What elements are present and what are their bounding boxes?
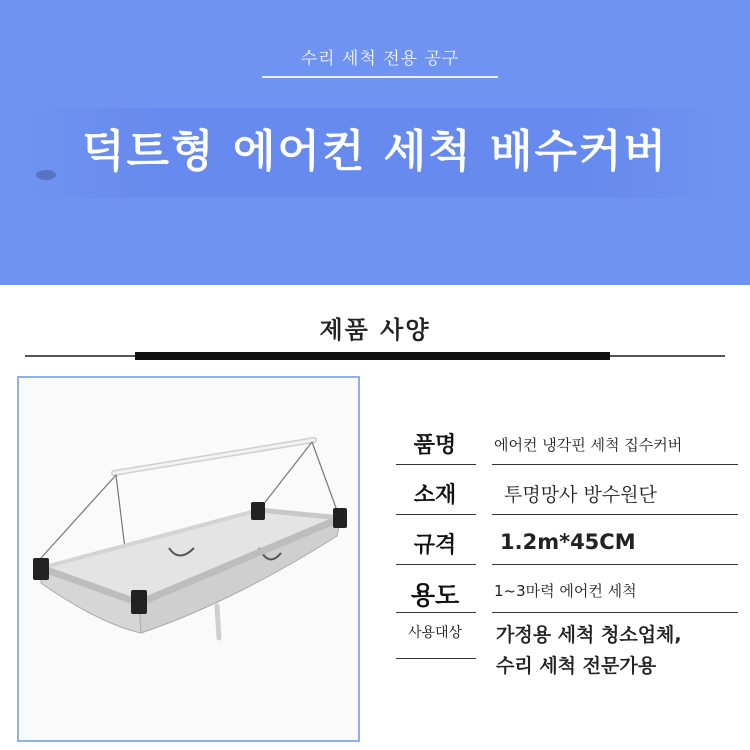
drain-cover-illustration (19, 378, 358, 740)
spec-divider (492, 612, 738, 613)
spec-value: 1.2m*45CM (500, 530, 636, 554)
spec-value: 가정용 세척 청소업체, (496, 624, 682, 646)
banner-main-title: 덕트형 에어컨 세척 배수커버 (81, 126, 668, 177)
spec-label: 사용대상 (407, 625, 463, 641)
spec-value: 에어컨 냉각핀 세척 집수커버 (494, 436, 683, 454)
product-photo (17, 376, 360, 742)
spec-divider (492, 564, 738, 565)
spec-value-line2: 수리 세척 전문가용 (496, 655, 657, 677)
spec-value: 1~3마력 에어컨 세척 (494, 582, 637, 600)
spec-divider (396, 464, 476, 465)
banner-sub-title: 수리 세척 전용 공구 (300, 49, 460, 69)
spec-divider (396, 514, 476, 515)
spec-divider (492, 464, 738, 465)
spec-value: 투명망사 방수원단 (504, 484, 657, 506)
spec-label: 규격 (413, 533, 457, 558)
spec-label: 품명 (413, 433, 457, 458)
spec-divider (396, 564, 476, 565)
decorative-speck (36, 170, 56, 180)
header-banner (0, 0, 750, 285)
spec-divider (396, 612, 476, 613)
sub-title-underline (262, 76, 498, 78)
spec-divider (396, 658, 476, 659)
spec-divider (492, 514, 738, 515)
spec-label: 소재 (413, 483, 457, 508)
divider-thick (135, 352, 610, 360)
banner-main-title-box (30, 108, 720, 198)
spec-heading: 제품 사양 (319, 316, 431, 344)
spec-label: 용도 (410, 581, 460, 610)
